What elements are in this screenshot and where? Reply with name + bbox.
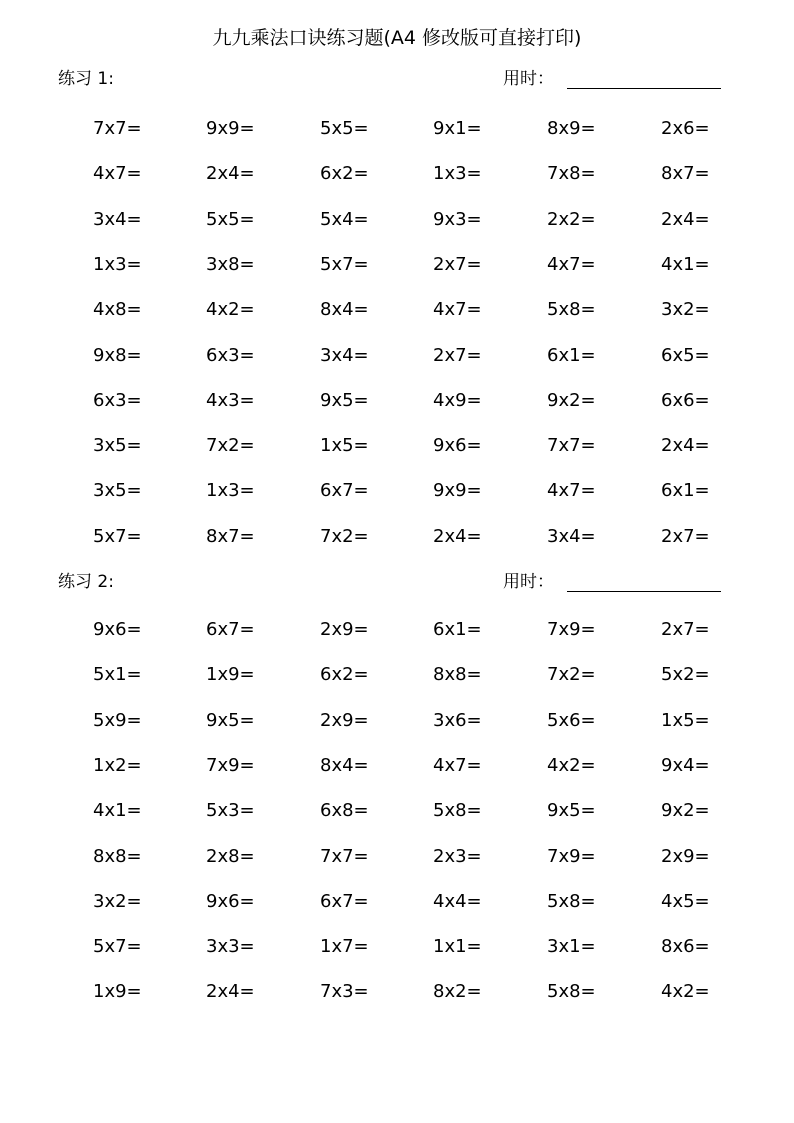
multiplication-problem: 4x7= [547,253,596,275]
multiplication-problem: 5x4= [320,208,369,230]
multiplication-problem: 1x5= [320,435,369,457]
multiplication-problem: 2x4= [206,981,255,1003]
multiplication-problem: 1x9= [93,981,142,1003]
multiplication-problem: 4x7= [433,299,482,321]
multiplication-problem: 3x8= [206,253,255,275]
multiplication-problem: 3x3= [206,936,255,958]
multiplication-problem: 2x4= [433,525,482,547]
multiplication-problem: 5x9= [93,709,142,731]
multiplication-problem: 1x3= [206,480,255,502]
multiplication-problem: 8x4= [320,299,369,321]
multiplication-problem: 3x4= [93,208,142,230]
problem-row [0,663,794,708]
problem-row [0,709,794,754]
problem-row [0,754,794,799]
exercise-section-1 [0,66,794,94]
problem-row [0,344,794,389]
multiplication-problem: 8x6= [661,936,710,958]
worksheet-title: 九九乘法口诀练习题(A4 修改版可直接打印) [212,27,582,49]
multiplication-problem: 6x7= [206,619,255,640]
multiplication-problem: 5x7= [93,936,142,958]
multiplication-problem: 6x3= [93,389,142,411]
multiplication-problem: 1x3= [433,163,482,185]
multiplication-problem: 9x5= [206,709,255,731]
multiplication-problem: 6x1= [433,619,482,640]
time-answer-line [567,591,721,592]
multiplication-problem: 4x2= [206,299,255,321]
problem-row [0,890,794,935]
problem-row [0,253,794,298]
multiplication-problem: 8x8= [433,664,482,686]
multiplication-problem: 7x9= [547,845,596,867]
multiplication-problem: 5x7= [320,253,369,275]
multiplication-problem: 2x9= [320,619,369,640]
multiplication-problem: 3x2= [661,299,710,321]
multiplication-problem: 7x2= [547,664,596,686]
problem-row [0,117,794,162]
multiplication-problem: 9x8= [93,344,142,366]
multiplication-problem: 5x2= [661,664,710,686]
multiplication-problem: 2x7= [433,253,482,275]
multiplication-problem: 5x6= [547,709,596,731]
multiplication-problem: 2x4= [661,435,710,457]
multiplication-problem: 9x5= [547,800,596,822]
multiplication-problem: 3x1= [547,936,596,958]
multiplication-problem: 7x3= [320,981,369,1003]
multiplication-problem: 9x2= [547,389,596,411]
multiplication-problem: 3x4= [547,525,596,547]
multiplication-problem: 4x2= [547,754,596,776]
multiplication-problem: 6x8= [320,800,369,822]
multiplication-problem: 4x7= [433,754,482,776]
multiplication-problem: 3x2= [93,890,142,912]
multiplication-problem: 4x7= [93,163,142,185]
multiplication-problem: 4x4= [433,890,482,912]
multiplication-problem: 6x2= [320,163,369,185]
multiplication-problem: 8x4= [320,754,369,776]
exercise-section-2 [0,569,794,597]
multiplication-problem: 2x7= [661,619,710,640]
multiplication-problem: 5x8= [547,981,596,1003]
multiplication-problem: 6x1= [661,480,710,502]
multiplication-problem: 9x5= [320,389,369,411]
problem-row [0,845,794,890]
multiplication-problem: 4x2= [661,981,710,1003]
multiplication-problem: 2x4= [206,163,255,185]
multiplication-problem: 5x5= [320,118,369,139]
multiplication-problem: 2x2= [547,208,596,230]
multiplication-problem: 3x4= [320,344,369,366]
multiplication-problem: 1x7= [320,936,369,958]
multiplication-problem: 8x2= [433,981,482,1003]
multiplication-problem: 9x9= [433,480,482,502]
multiplication-problem: 7x7= [93,118,142,139]
multiplication-problem: 5x8= [547,890,596,912]
multiplication-problem: 5x8= [433,800,482,822]
multiplication-problem: 7x2= [320,525,369,547]
problem-row [0,389,794,434]
multiplication-problem: 9x2= [661,800,710,822]
multiplication-problem: 3x5= [93,435,142,457]
multiplication-problem: 9x6= [93,619,142,640]
problem-row [0,434,794,479]
multiplication-problem: 8x9= [547,118,596,139]
multiplication-problem: 5x7= [93,525,142,547]
exercise-label: 练习 1: [58,69,114,89]
problem-row [0,618,794,663]
multiplication-problem: 6x7= [320,890,369,912]
multiplication-problem: 7x8= [547,163,596,185]
multiplication-problem: 5x8= [547,299,596,321]
multiplication-problem: 7x2= [206,435,255,457]
multiplication-problem: 4x3= [206,389,255,411]
multiplication-problem: 2x7= [433,344,482,366]
multiplication-problem: 1x3= [93,253,142,275]
multiplication-problem: 1x1= [433,936,482,958]
multiplication-problem: 5x1= [93,664,142,686]
problem-row [0,799,794,844]
multiplication-problem: 4x8= [93,299,142,321]
multiplication-problem: 2x3= [433,845,482,867]
multiplication-problem: 9x6= [433,435,482,457]
time-answer-line [567,88,721,89]
multiplication-problem: 9x4= [661,754,710,776]
multiplication-problem: 6x6= [661,389,710,411]
problem-row [0,208,794,253]
problem-row [0,980,794,1025]
multiplication-problem: 7x9= [206,754,255,776]
multiplication-problem: 9x6= [206,890,255,912]
multiplication-problem: 7x7= [320,845,369,867]
multiplication-problem: 5x3= [206,800,255,822]
multiplication-problem: 6x3= [206,344,255,366]
multiplication-problem: 6x5= [661,344,710,366]
multiplication-problem: 6x1= [547,344,596,366]
multiplication-problem: 7x7= [547,435,596,457]
exercise-header [0,66,794,94]
multiplication-problem: 5x5= [206,208,255,230]
multiplication-problem: 8x8= [93,845,142,867]
multiplication-problem: 9x1= [433,118,482,139]
multiplication-problem: 6x7= [320,480,369,502]
multiplication-problem: 2x6= [661,118,710,139]
multiplication-problem: 9x3= [433,208,482,230]
multiplication-problem: 3x5= [93,480,142,502]
multiplication-problem: 3x6= [433,709,482,731]
multiplication-problem: 8x7= [661,163,710,185]
multiplication-problem: 4x1= [661,253,710,275]
multiplication-problem: 9x9= [206,118,255,139]
multiplication-problem: 2x9= [661,845,710,867]
multiplication-problem: 1x2= [93,754,142,776]
multiplication-problem: 1x9= [206,664,255,686]
multiplication-problem: 8x7= [206,525,255,547]
multiplication-problem: 7x9= [547,619,596,640]
problem-row [0,525,794,570]
multiplication-problem: 4x7= [547,480,596,502]
problem-row [0,298,794,343]
multiplication-problem: 1x5= [661,709,710,731]
problem-row [0,479,794,524]
multiplication-problem: 2x4= [661,208,710,230]
multiplication-problem: 4x1= [93,800,142,822]
multiplication-problem: 4x9= [433,389,482,411]
time-used-label: 用时： [503,69,554,89]
multiplication-problem: 2x8= [206,845,255,867]
exercise-header [0,569,794,597]
multiplication-problem: 4x5= [661,890,710,912]
multiplication-problem: 2x7= [661,525,710,547]
multiplication-problem: 2x9= [320,709,369,731]
problem-row [0,935,794,980]
exercise-label: 练习 2: [58,572,114,592]
multiplication-problem: 6x2= [320,664,369,686]
time-used-label: 用时： [503,572,554,592]
problem-row [0,162,794,207]
